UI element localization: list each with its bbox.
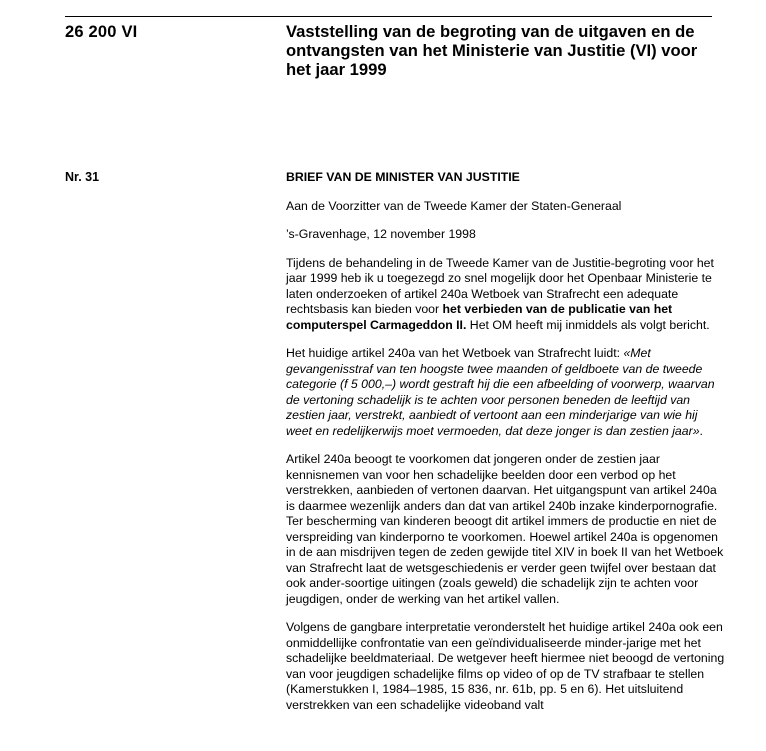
letter-heading: BRIEF VAN DE MINISTER VAN JUSTITIE <box>286 170 520 184</box>
paragraph-2-text-end: . <box>699 423 703 438</box>
letter-content <box>286 170 726 713</box>
paragraph-4: Volgens de gangbare interpretatie veronderstelt het huidige artikel 240a ook een onmiddellijke confrontatie van een geïndividualiseerde minder-jarige met het schadelijke beeldmateriaal. De wetgever heeft hiermee niet beoogd de vertoning van voor jeugdigen schadelijke films op video of op de TV strafbaar te stellen (Kamerstukken I, 1984–1985, 15 836, nr. 61b, pp. 5 en 6). Het uitsluitend verstrekken van een schadelijke videoband valt <box>286 620 725 712</box>
document-title: Vaststelling van de begroting van de uitgaven en de ontvangsten van het Ministerie van Justitie (VI) voor het jaar 1999 <box>286 22 698 79</box>
addressee: Aan de Voorzitter van de Tweede Kamer der Staten-Generaal <box>286 198 622 213</box>
item-number: Nr. 31 <box>65 170 100 184</box>
place-date: ’s-Gravenhage, 12 november 1998 <box>286 227 476 241</box>
document-number: 26 200 VI <box>65 23 138 41</box>
paragraph-1 <box>286 256 726 334</box>
paragraph-2 <box>286 346 726 439</box>
paragraph-1-emphasis: het verbieden van de publicatie van het computerspel Carmageddon II. <box>286 302 673 332</box>
top-rule <box>65 16 712 17</box>
law-quote: «Met gevangenisstraf van ten hoogste twee maanden of geldboete van de tweede categorie (f 5 000,–) wordt gestraft hij die een afbeelding of voorwerp, waarvan de vertoning schadelijk is te achten voor personen beneden de leeftijd van zestien jaar, verstrekt, aanbiedt of vertoont aan een minderjarige van wie hij weet en redelijkerwijs moet vermoeden, dat deze jonger is dan zestien jaar» <box>286 346 715 438</box>
paragraph-1-text: Tijdens de behandeling in de Tweede Kamer van de Justitie-begroting voor het jaar 1999 heb ik u toegezegd zo snel mogelijk door het Openbaar Ministerie te laten onderzoeken of artikel 240a Wetboek van Strafrecht een adequate rechtsbasis kan bieden voor <box>286 255 714 316</box>
paragraph-3: Artikel 240a beoogt te voorkomen dat jongeren onder de zestien jaar kennisnemen van voor hen schadelijke beelden door een verbod op het verstrekken, aanbieden of vertonen daarvan. Het uitgangspunt van artikel 240a is daarmee wezenlijk anders dan dat van artikel 240b inzake kinderpornografie. Ter bescherming van kinderen beoogt dit artikel immers de productie en niet de verspreiding van kinderporno te voorkomen. Hoewel artikel 240a is opgenomen in de aan misdrijven tegen de zeden gewijde titel XIV in boek II van het Wetboek van Strafrecht laat de wetsgeschiedenis er verder geen twijfel over bestaan dat ook ander-soortige uitingen (zoals geweld) die schadelijk zijn te achten voor jeugdigen, onder de werking van het artikel vallen. <box>286 452 724 606</box>
paragraph-2-text: Het huidige artikel 240a van het Wetboek van Strafrecht luidt: <box>286 346 624 360</box>
paragraph-1-text-end: Het OM heeft mij inmiddels als volgt bericht. <box>466 317 710 332</box>
